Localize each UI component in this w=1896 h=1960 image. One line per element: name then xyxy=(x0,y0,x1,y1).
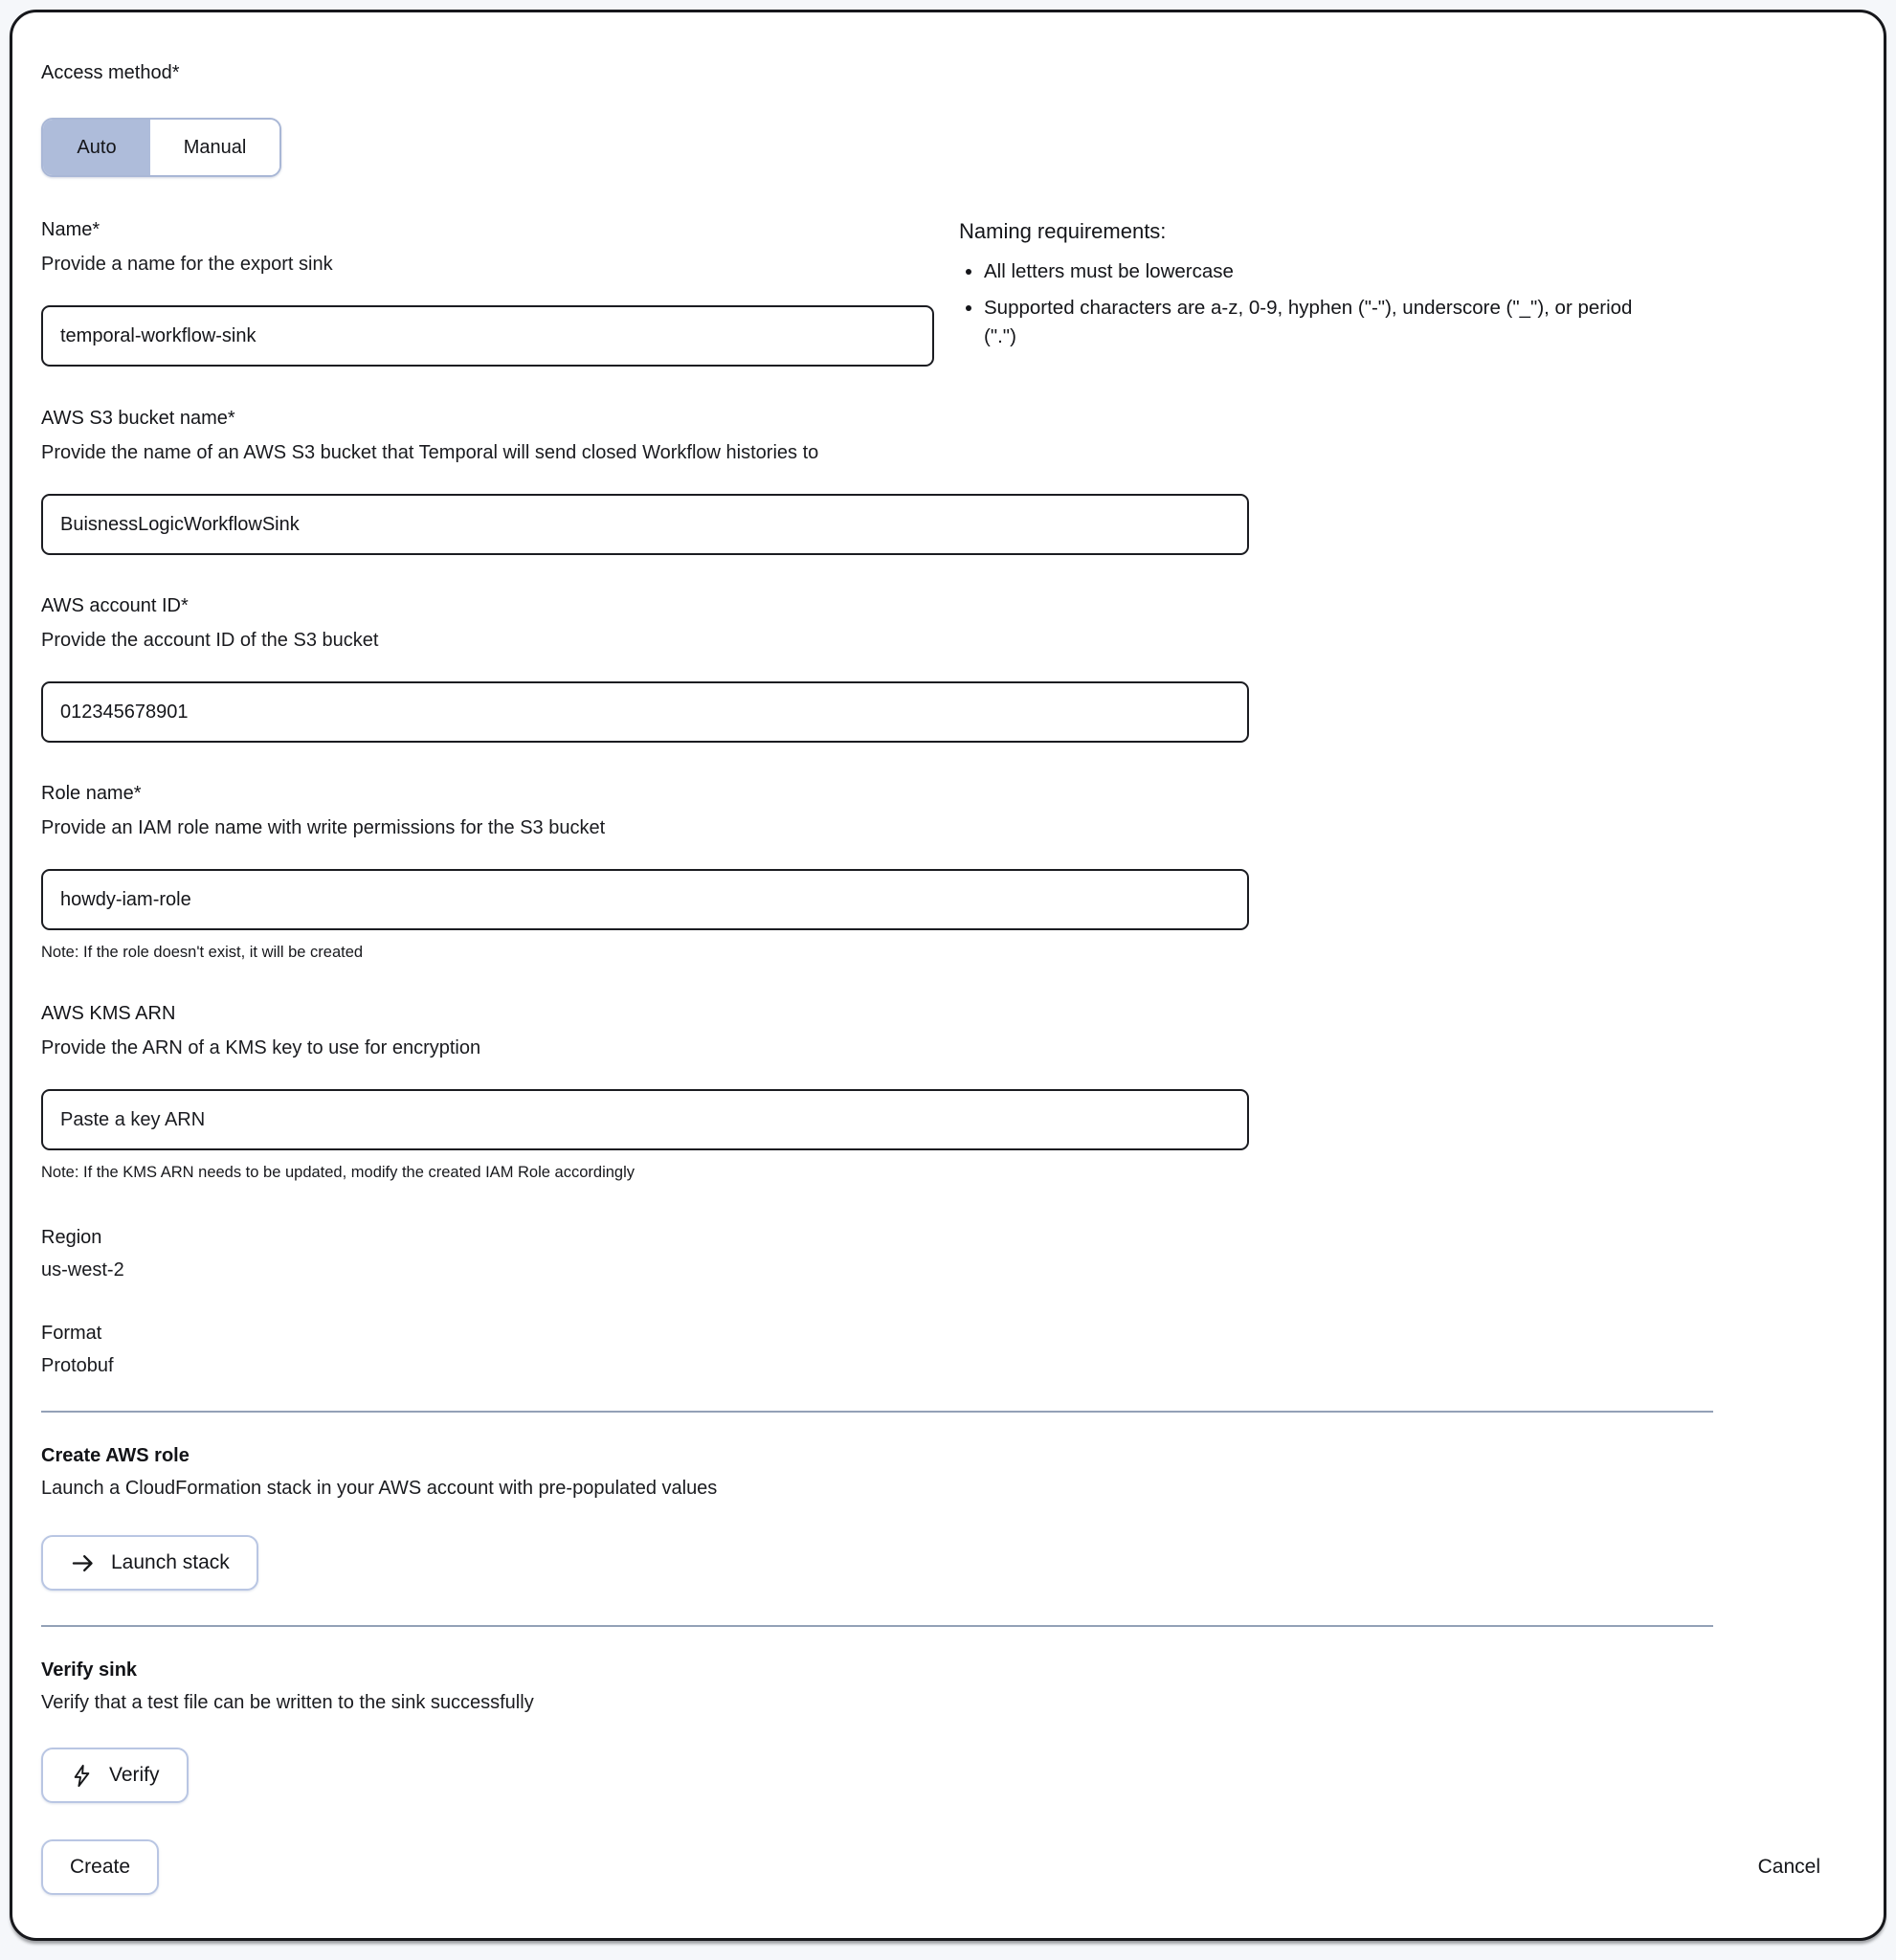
name-field-group xyxy=(41,217,934,367)
naming-requirement-item: • Supported characters are a-z, 0-9, hyphen ("-"), underscore ("_"), or period (".") xyxy=(984,294,1658,351)
access-method-label: Access method* xyxy=(41,62,180,83)
verify-button-label: Verify xyxy=(109,1764,160,1786)
account-id-label: AWS account ID* xyxy=(41,595,189,616)
region-field-group xyxy=(41,1225,1855,1282)
format-label: Format xyxy=(41,1323,102,1344)
verify-sink-title: Verify sink xyxy=(41,1659,138,1681)
format-field-group xyxy=(41,1321,1855,1378)
kms-arn-description: Provide the ARN of a KMS key to use for encryption xyxy=(41,1037,481,1058)
kms-arn-field-group xyxy=(41,1001,1855,1183)
name-description: Provide a name for the export sink xyxy=(41,254,333,275)
role-name-description: Provide an IAM role name with write permissions for the S3 bucket xyxy=(41,817,606,838)
create-aws-role-description: Launch a CloudFormation stack in your AWS account with pre-populated values xyxy=(41,1478,718,1499)
name-and-requirements-row xyxy=(41,217,1855,367)
launch-stack-button[interactable] xyxy=(41,1535,258,1591)
create-aws-role-title: Create AWS role xyxy=(41,1445,190,1466)
verify-sink-description: Verify that a test file can be written to the sink successfully xyxy=(41,1692,534,1713)
kms-arn-input[interactable] xyxy=(41,1089,1249,1150)
role-name-input[interactable] xyxy=(41,869,1249,930)
format-value: Protobuf xyxy=(41,1355,114,1376)
launch-stack-button-label: Launch stack xyxy=(111,1551,230,1573)
s3-bucket-input[interactable] xyxy=(41,494,1249,555)
divider xyxy=(41,1625,1713,1627)
region-label: Region xyxy=(41,1227,102,1248)
account-id-field-group xyxy=(41,593,1855,743)
cancel-link[interactable]: Cancel xyxy=(1757,1856,1820,1878)
naming-requirements xyxy=(959,217,1706,359)
verify-sink-section xyxy=(41,1658,1855,1803)
role-name-label: Role name* xyxy=(41,783,142,804)
s3-bucket-description: Provide the name of an AWS S3 bucket that Temporal will send closed Workflow histories to xyxy=(41,442,819,463)
verify-button[interactable] xyxy=(41,1748,189,1803)
name-input[interactable] xyxy=(41,305,934,367)
s3-bucket-field-group xyxy=(41,406,1855,555)
access-method-toggle xyxy=(41,118,281,177)
form-actions xyxy=(41,1839,1855,1895)
role-name-note: Note: If the role doesn't exist, it will be created xyxy=(41,944,364,961)
divider xyxy=(41,1411,1713,1413)
naming-requirement-item: • All letters must be lowercase xyxy=(984,257,1658,286)
arrow-right-icon xyxy=(70,1550,96,1576)
access-method-option-auto[interactable]: Auto xyxy=(43,120,150,175)
account-id-description: Provide the account ID of the S3 bucket xyxy=(41,630,379,651)
s3-bucket-label: AWS S3 bucket name* xyxy=(41,408,235,429)
create-button[interactable]: Create xyxy=(41,1839,159,1895)
lightning-icon xyxy=(70,1764,94,1788)
kms-arn-note: Note: If the KMS ARN needs to be updated, modify the created IAM Role accordingly xyxy=(41,1164,635,1181)
export-sink-form xyxy=(10,10,1886,1941)
access-method-option-manual[interactable]: Manual xyxy=(150,120,279,175)
account-id-input[interactable] xyxy=(41,681,1249,743)
naming-requirements-title: Naming requirements: xyxy=(959,219,1167,243)
kms-arn-label: AWS KMS ARN xyxy=(41,1003,176,1024)
name-label: Name* xyxy=(41,219,100,240)
region-value: us-west-2 xyxy=(41,1259,124,1281)
naming-requirements-list xyxy=(959,257,1658,351)
role-name-field-group xyxy=(41,781,1855,963)
create-aws-role-section xyxy=(41,1443,1855,1591)
